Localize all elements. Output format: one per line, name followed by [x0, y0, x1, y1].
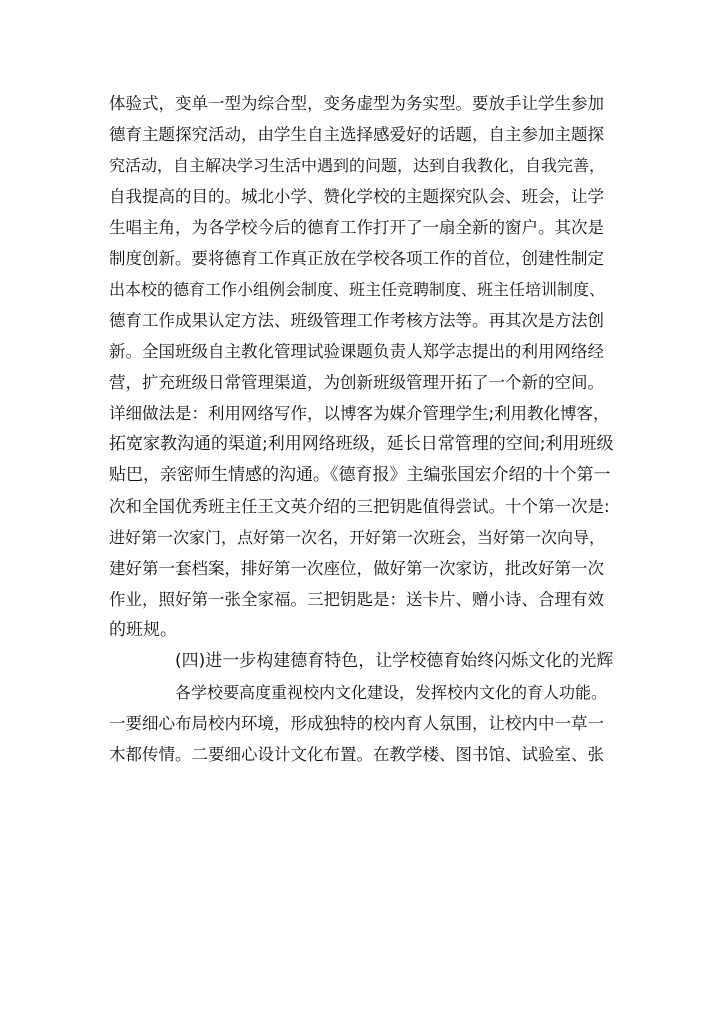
text-line: 建好第一套档案，排好第一次座位，做好第一次家访，批改好第一次 [109, 559, 604, 578]
text-line: 次和全国优秀班主任王文英介绍的三把钥匙值得尝试。十个第一次是: [109, 497, 610, 516]
text-line: 拓宽家教沟通的渠道;利用网络班级，延长日常管理的空间;利用班级 [109, 434, 614, 454]
text-line: 究活动，自主解决学习生活中遇到的问题，达到自我教化，自我完善， [109, 156, 606, 175]
section-heading: (四)进一步构建德育特色，让学校德育始终闪烁文化的光辉 [175, 651, 614, 671]
text-line: 德育工作成果认定方法、班级管理工作考核方法等。再其次是方法创 [109, 311, 604, 330]
text-line: 一要细心布局校内环境，形成独特的校内育人氛围，让校内中一草一 [109, 714, 604, 733]
text-line: 出本校的德育工作小组例会制度、班主任竞聘制度、班主任培训制度、 [109, 280, 606, 299]
text-line: 详细做法是：利用网络写作，以博客为媒介管理学生;利用教化博客， [109, 404, 610, 423]
text-line: 制度创新。要将德育工作真正放在学校各项工作的首位，创建性制定 [109, 249, 604, 268]
text-line: 木都传情。二要细心设计文化布置。在教学楼、图书馆、试验室、张 [109, 745, 604, 764]
text-line: 作业，照好第一张全家福。三把钥匙是：送卡片、赠小诗、合理有效 [109, 590, 604, 609]
text-line: 贴巴，亲密师生情感的沟通。《德育报》主编张国宏介绍的十个第一 [109, 465, 611, 485]
paragraph-first-line: 各学校要高度重视校内文化建设，发挥校内文化的育人功能。 [175, 683, 608, 702]
text-line: 生唱主角，为各学校今后的德育工作打开了一扇全新的窗户。其次是 [109, 218, 604, 237]
text-line: 体验式，变单一型为综合型，变务虚型为务实型。要放手让学生参加 [109, 94, 604, 113]
text-line: 的班规。 [109, 620, 177, 640]
text-line: 进好第一次家门，点好第一次名，开好第一次班会，当好第一次向导， [109, 528, 606, 547]
text-line: 新。全国班级自主教化管理试验课题负责人郑学志提出的利用网络经 [109, 342, 604, 361]
text-line: 德育主题探究活动，由学生自主选择感爱好的话题，自主参加主题探 [109, 125, 604, 144]
text-line: 自我提高的目的。城北小学、赞化学校的主题探究队会、班会，让学 [109, 187, 604, 206]
text-line: 营，扩充班级日常管理渠道，为创新班级管理开拓了一个新的空间。 [109, 373, 604, 392]
body-text [109, 88, 614, 770]
